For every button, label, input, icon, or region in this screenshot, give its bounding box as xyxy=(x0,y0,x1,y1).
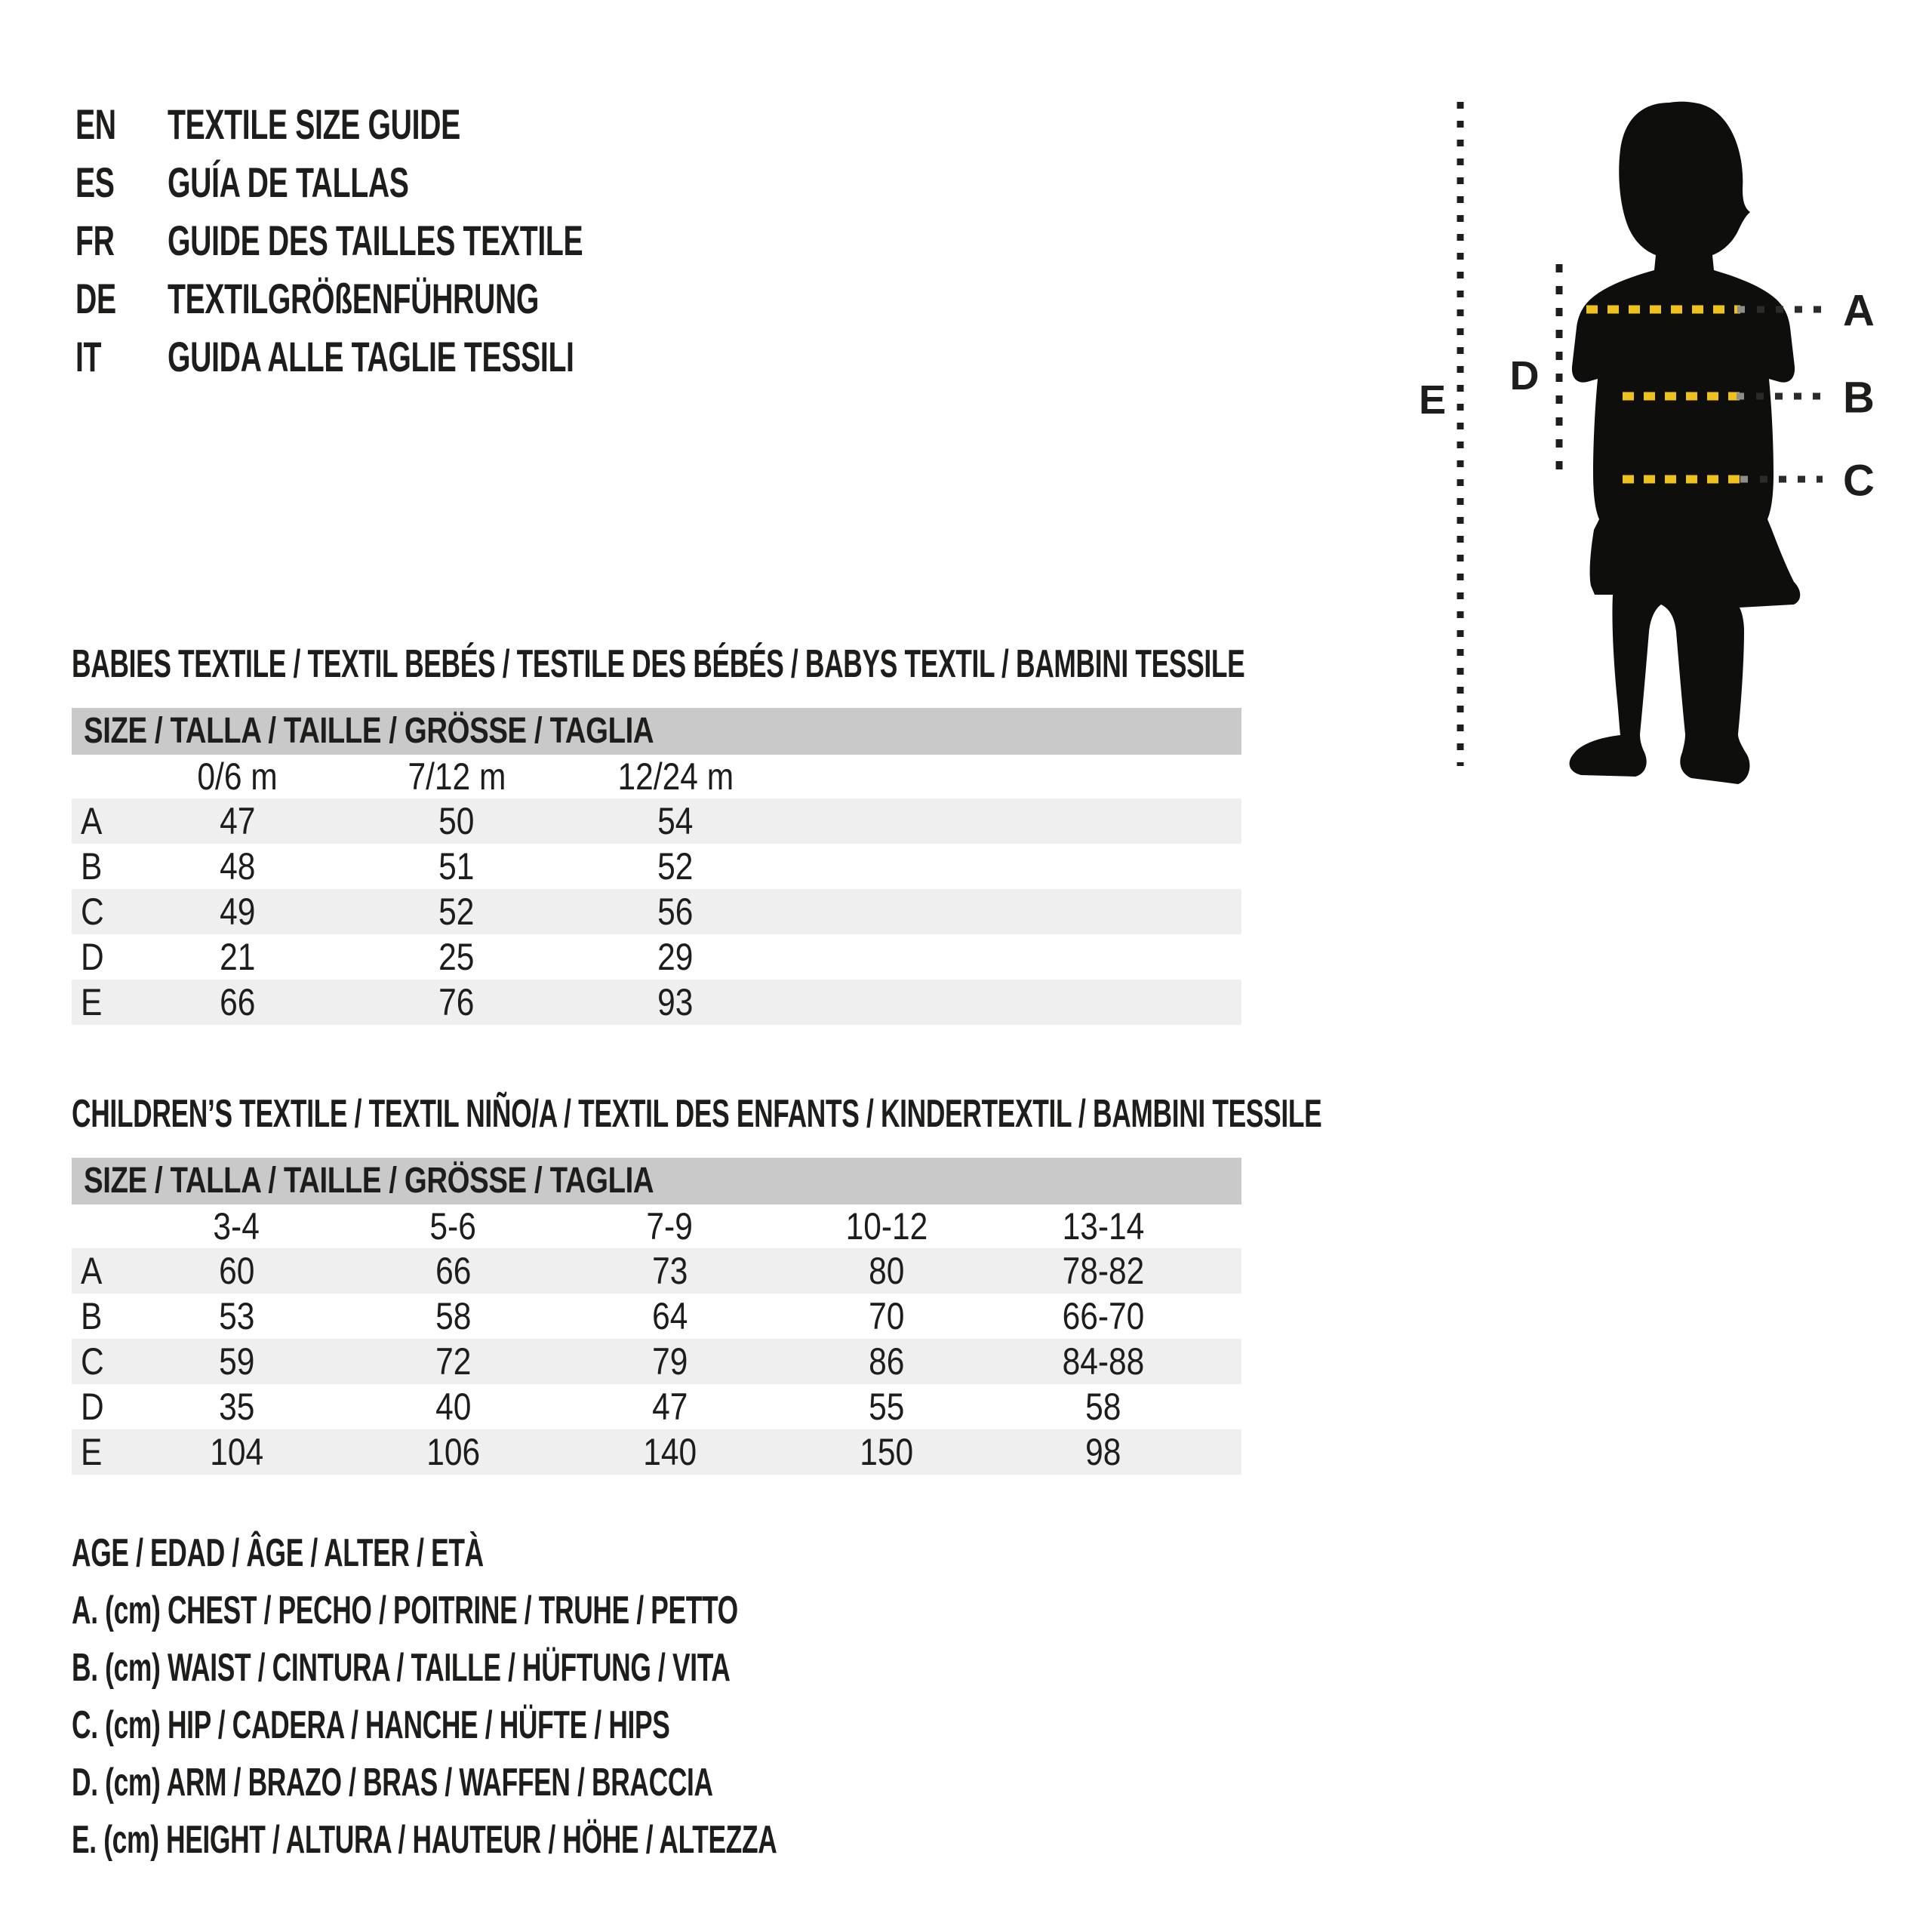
children-column-header: 10-12 xyxy=(845,1205,928,1247)
babies-table-row xyxy=(72,798,1241,844)
children-section-heading: CHILDREN’S TEXTILE / TEXTIL NIÑO/A / TEXTIL DES ENFANTS / KINDERTEXTIL / BAMBINI TESSILE xyxy=(72,1092,1322,1136)
legend-height-line: E. (cm) HEIGHT / ALTURA / HAUTEUR / HÖHE / ALTEZZA xyxy=(72,1818,777,1862)
children-table-row xyxy=(72,1248,1241,1294)
table-value: 58 xyxy=(435,1295,472,1337)
row-label: D xyxy=(81,1386,104,1428)
table-value: 73 xyxy=(651,1250,688,1292)
table-value: 98 xyxy=(1084,1431,1121,1473)
table-value: 84-88 xyxy=(1062,1340,1144,1383)
table-value: 54 xyxy=(657,800,694,842)
children-table-row xyxy=(72,1294,1241,1339)
table-value: 66-70 xyxy=(1062,1295,1144,1337)
row-label: E xyxy=(81,1431,103,1473)
table-value: 140 xyxy=(643,1431,697,1473)
table-value: 80 xyxy=(868,1250,905,1292)
table-value: 40 xyxy=(435,1386,472,1428)
children-column-header: 5-6 xyxy=(429,1205,477,1247)
legend-age-line: AGE / EDAD / ÂGE / ALTER / ETÀ xyxy=(72,1531,484,1575)
babies-table-row xyxy=(72,980,1241,1025)
babies-column-header-row xyxy=(72,755,1241,798)
table-value: 49 xyxy=(220,891,256,933)
babies-table-row xyxy=(72,889,1241,934)
measurement-figure xyxy=(1396,45,1932,800)
legend-waist-line: B. (cm) WAIST / CINTURA / TAILLE / HÜFTUNG / VITA xyxy=(72,1646,731,1690)
children-column-header: 7-9 xyxy=(646,1205,694,1247)
table-value: 76 xyxy=(438,981,475,1023)
language-title: TEXTILE SIZE GUIDE xyxy=(168,100,460,148)
table-value: 52 xyxy=(657,845,694,888)
figure-label-d: D xyxy=(1509,353,1540,398)
children-column-header-row xyxy=(72,1204,1241,1248)
children-column-header: 13-14 xyxy=(1062,1205,1144,1247)
children-table-row xyxy=(72,1339,1241,1384)
table-value: 64 xyxy=(651,1295,688,1337)
table-value: 93 xyxy=(657,981,694,1023)
table-value: 86 xyxy=(868,1340,905,1383)
babies-section-heading: BABIES TEXTILE / TEXTIL BEBÉS / TESTILE DES BÉBÉS / BABYS TEXTIL / BAMBINI TESSILE xyxy=(72,642,1245,686)
row-label: B xyxy=(81,1295,103,1337)
figure-label-b: B xyxy=(1843,373,1875,423)
table-value: 79 xyxy=(651,1340,688,1383)
row-label: C xyxy=(81,891,104,933)
table-value: 66 xyxy=(435,1250,472,1292)
language-code: ES xyxy=(75,158,115,206)
babies-column-header: 12/24 m xyxy=(617,755,734,798)
legend-chest-line: A. (cm) CHEST / PECHO / POITRINE / TRUHE / PETTO xyxy=(72,1589,738,1632)
table-value: 35 xyxy=(218,1386,255,1428)
babies-table-row xyxy=(72,934,1241,980)
table-value: 70 xyxy=(868,1295,905,1337)
language-title: GUÍA DE TALLAS xyxy=(168,158,409,206)
babies-column-header: 0/6 m xyxy=(197,755,278,798)
table-value: 50 xyxy=(438,800,475,842)
table-value: 104 xyxy=(210,1431,263,1473)
table-value: 66 xyxy=(220,981,256,1023)
babies-table-row xyxy=(72,844,1241,889)
babies-size-header: SIZE / TALLA / TAILLE / GRÖSSE / TAGLIA xyxy=(72,708,1241,755)
table-value: 106 xyxy=(426,1431,480,1473)
table-value: 21 xyxy=(220,936,256,978)
figure-label-e: E xyxy=(1418,377,1447,423)
table-value: 59 xyxy=(218,1340,255,1383)
figure-label-a: A xyxy=(1843,286,1875,336)
table-value: 56 xyxy=(657,891,694,933)
children-column-header: 3-4 xyxy=(213,1205,260,1247)
children-table-row xyxy=(72,1429,1241,1475)
language-title: GUIDA ALLE TAGLIE TESSILI xyxy=(168,333,574,380)
language-code: DE xyxy=(75,275,116,322)
children-table-row xyxy=(72,1384,1241,1429)
table-value: 52 xyxy=(438,891,475,933)
table-value: 58 xyxy=(1084,1386,1121,1428)
row-label: D xyxy=(81,936,104,978)
language-title: TEXTILGRÖßENFÜHRUNG xyxy=(168,275,540,322)
table-value: 25 xyxy=(438,936,475,978)
row-label: A xyxy=(81,1250,103,1292)
legend-hip-line: C. (cm) HIP / CADERA / HANCHE / HÜFTE / HIPS xyxy=(72,1703,670,1747)
table-value: 78-82 xyxy=(1062,1250,1144,1292)
babies-column-header: 7/12 m xyxy=(408,755,506,798)
row-label: C xyxy=(81,1340,104,1383)
language-code: FR xyxy=(75,217,115,264)
table-value: 47 xyxy=(651,1386,688,1428)
table-value: 29 xyxy=(657,936,694,978)
table-value: 55 xyxy=(868,1386,905,1428)
row-label: E xyxy=(81,981,103,1023)
legend-arm-line: D. (cm) ARM / BRAZO / BRAS / WAFFEN / BRACCIA xyxy=(72,1761,713,1804)
table-value: 53 xyxy=(218,1295,255,1337)
table-value: 51 xyxy=(438,845,475,888)
language-code: EN xyxy=(75,100,116,148)
table-value: 60 xyxy=(218,1250,255,1292)
table-value: 47 xyxy=(220,800,256,842)
row-label: B xyxy=(81,845,103,888)
table-value: 48 xyxy=(220,845,256,888)
children-size-header: SIZE / TALLA / TAILLE / GRÖSSE / TAGLIA xyxy=(72,1158,1241,1204)
row-label: A xyxy=(81,800,103,842)
table-value: 72 xyxy=(435,1340,472,1383)
child-silhouette-diagram xyxy=(1396,45,1932,800)
table-value: 150 xyxy=(860,1431,913,1473)
language-title: GUIDE DES TAILLES TEXTILE xyxy=(168,217,583,264)
language-code: IT xyxy=(75,333,102,380)
figure-label-c: C xyxy=(1843,456,1875,506)
